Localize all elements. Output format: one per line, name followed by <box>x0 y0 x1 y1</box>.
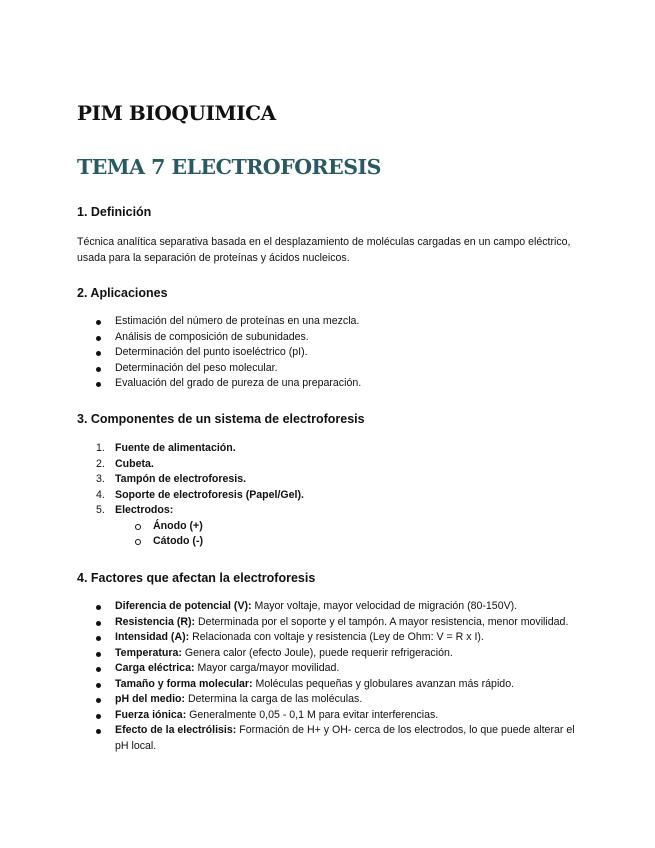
bullet-icon <box>96 714 101 719</box>
bullet-icon <box>96 351 101 356</box>
hollow-bullet-icon <box>135 539 141 545</box>
list-item: Análisis de composición de subunidades. <box>77 330 587 346</box>
bullet-icon <box>96 621 101 626</box>
list-item: Resistencia (R): Determinada por el soporte y el tampón. A mayor resistencia, menor movilidad. <box>77 615 582 631</box>
bullet-icon <box>96 367 101 372</box>
bullet-icon <box>96 667 101 672</box>
section-heading-definicion: 1. Definición <box>77 205 152 219</box>
list-item: 2. Cubeta. <box>96 457 154 470</box>
section-heading-aplicaciones: 2. Aplicaciones <box>77 286 168 300</box>
document-title: PIM BIOQUIMICA <box>77 101 276 125</box>
bullet-icon <box>96 652 101 657</box>
section-heading-componentes: 3. Componentes de un sistema de electroforesis <box>77 412 365 426</box>
list-item: 4. Soporte de electroforesis (Papel/Gel). <box>96 488 304 501</box>
list-item: pH del medio: Determina la carga de las moléculas. <box>77 692 582 708</box>
list-item: 3. Tampón de electroforesis. <box>96 473 247 485</box>
definition-paragraph: Técnica analítica separativa basada en el desplazamiento de moléculas cargadas en un campo eléctrico, usada para la separación de proteínas y ácidos nucleicos. <box>77 236 571 264</box>
applications-list <box>77 314 587 392</box>
topic-title: TEMA 7 ELECTROFORESIS <box>77 155 381 179</box>
list-item: 1. Fuente de alimentación. <box>96 442 236 454</box>
list-item: Evaluación del grado de pureza de una preparación. <box>77 376 587 392</box>
list-item: 5. Electrodos: <box>96 504 174 516</box>
bullet-icon <box>96 636 101 641</box>
bullet-icon <box>96 382 101 387</box>
list-item: Temperatura: Genera calor (efecto Joule), puede requerir refrigeración. <box>77 646 582 662</box>
list-item: Determinación del peso molecular. <box>77 361 587 377</box>
list-item: Estimación del número de proteínas en una mezcla. <box>77 314 587 330</box>
bullet-icon <box>96 336 101 341</box>
list-item: Intensidad (A): Relacionada con voltaje y resistencia (Ley de Ohm: V = R x I). <box>77 630 582 646</box>
sub-list-item: Cátodo (-) <box>77 534 587 550</box>
sub-list-item: Ánodo (+) <box>77 519 587 535</box>
bullet-icon <box>96 320 101 325</box>
section-heading-factores: 4. Factores que afectan la electroforesis <box>77 571 316 585</box>
bullet-icon <box>96 605 101 610</box>
bullet-icon <box>96 729 101 734</box>
hollow-bullet-icon <box>135 524 141 530</box>
list-item: Tamaño y forma molecular: Moléculas pequeñas y globulares avanzan más rápido. <box>77 677 582 693</box>
factors-list <box>77 599 582 754</box>
bullet-icon <box>96 683 101 688</box>
list-item: Carga eléctrica: Mayor carga/mayor movilidad. <box>77 661 582 677</box>
components-list <box>77 441 587 550</box>
list-item: Fuerza iónica: Generalmente 0,05 - 0,1 M para evitar interferencias. <box>77 708 582 724</box>
list-item: Efecto de la electrólisis: Formación de H+ y OH- cerca de los electrodos, lo que puede alterar el pH local. <box>77 723 582 754</box>
bullet-icon <box>96 698 101 703</box>
list-item: Determinación del punto isoeléctrico (pI). <box>77 345 587 361</box>
list-item: Diferencia de potencial (V): Mayor voltaje, mayor velocidad de migración (80-150V). <box>77 599 582 615</box>
